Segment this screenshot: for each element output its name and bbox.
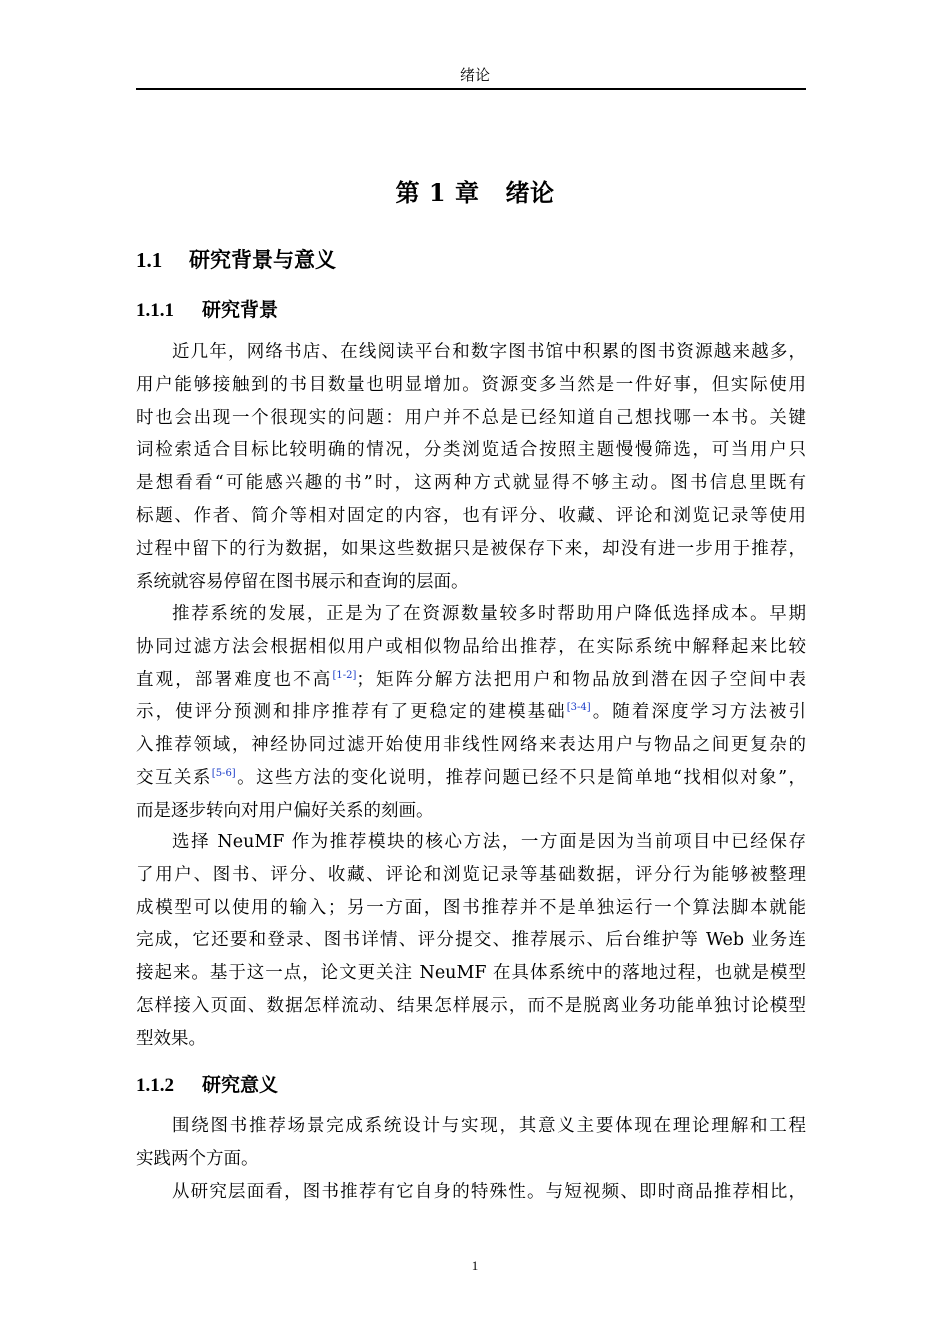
line-text: 。这些方法的变化说明，推荐问题已经不只是简单地“找相似对象”， bbox=[235, 767, 806, 788]
paragraph-line: 完成，它还要和登录、图书详情、评分提交、推荐展示、后台维护等 Web 业务连 bbox=[136, 930, 806, 951]
section-number: 1.1 bbox=[136, 248, 163, 272]
chapter-title bbox=[0, 176, 950, 210]
paragraph-line: 标题、作者、简介等相对固定的内容，也有评分、收藏、评论和浏览记录等使用 bbox=[136, 505, 806, 526]
paragraph-line: 了用户、图书、评分、收藏、评论和浏览记录等基础数据，评分行为能够被整理 bbox=[136, 864, 806, 885]
header-rule bbox=[136, 88, 806, 90]
subsection-number: 1.1.1 bbox=[136, 300, 174, 321]
subsection-heading-1-1-2 bbox=[136, 1071, 278, 1100]
paragraph-line: 而是逐步转向对用户偏好关系的刻画。 bbox=[136, 800, 434, 821]
line-text: 交互关系 bbox=[136, 767, 212, 788]
paragraph-1 bbox=[136, 336, 806, 598]
paragraph-line: 入推荐领域，神经协同过滤开始使用非线性网络来表达用户与物品之间更复杂的 bbox=[136, 735, 806, 756]
citation-link[interactable]: [5-6] bbox=[211, 767, 236, 779]
paragraph-line: 围绕图书推荐场景完成系统设计与实现，其意义主要体现在理论理解和工程 bbox=[172, 1116, 806, 1136]
paragraph-line: 是想看看“可能感兴趣的书”时，这两种方式就显得不够主动。图书信息里既有 bbox=[136, 473, 806, 494]
paragraph-line: 型效果。 bbox=[136, 1028, 206, 1049]
paragraph-line: 怎样接入页面、数据怎样流动、结果怎样展示，而不是脱离业务功能单独讨论模型 bbox=[136, 995, 806, 1016]
paragraph-line: 实践两个方面。 bbox=[136, 1148, 259, 1169]
paragraph-line bbox=[136, 664, 806, 697]
chapter-name: 绪论 bbox=[505, 178, 555, 207]
subsection-title: 研究背景 bbox=[202, 299, 279, 321]
paragraph-line: 时也会出现一个很现实的问题：用户并不总是已经知道自己想找哪一本书。关键 bbox=[136, 407, 806, 428]
subsection-title: 研究意义 bbox=[202, 1074, 279, 1096]
paragraph-2 bbox=[136, 598, 806, 828]
paragraph-5 bbox=[136, 1176, 806, 1209]
section-heading-1-1 bbox=[136, 245, 336, 275]
line-text: 。随着深度学习方法被引 bbox=[590, 702, 807, 723]
paragraph-line: 词检索适合目标比较明确的情况，分类浏览适合按照主题慢慢筛选，可当用户只 bbox=[136, 440, 806, 461]
paragraph-4 bbox=[136, 1110, 806, 1176]
paragraph-line: 选择 NeuMF 作为推荐模块的核心方法，一方面是因为当前项目中已经保存 bbox=[172, 832, 806, 852]
paragraph-3 bbox=[136, 826, 806, 1056]
section-title: 研究背景与意义 bbox=[189, 247, 336, 272]
line-text: 直观，部署难度也不高 bbox=[136, 669, 333, 690]
subsection-heading-1-1-1 bbox=[136, 296, 278, 325]
line-text: 示，使评分预测和排序推荐有了更稳定的建模基础 bbox=[136, 702, 567, 723]
line-text: ；矩阵分解方法把用户和物品放到潜在因子空间中表 bbox=[356, 669, 807, 690]
running-header: 绪论 bbox=[459, 66, 490, 84]
paragraph-line: 近几年，网络书店、在线阅读平台和数字图书馆中积累的图书资源越来越多， bbox=[172, 342, 806, 362]
paragraph-line: 过程中留下的行为数据，如果这些数据只是被保存下来，却没有进一步用于推荐， bbox=[136, 538, 806, 559]
page-number: 1 bbox=[471, 1258, 479, 1273]
paragraph-line: 协同过滤方法会根据相似用户或相似物品给出推荐，在实际系统中解释起来比较 bbox=[136, 636, 806, 657]
paragraph-line: 用户能够接触到的书目数量也明显增加。资源变多当然是一件好事，但实际使用 bbox=[136, 374, 806, 395]
paragraph-line: 接起来。基于这一点，论文更关注 NeuMF 在具体系统中的落地过程，也就是模型 bbox=[136, 963, 806, 984]
paragraph-line: 成模型可以使用的输入；另一方面，图书推荐并不是单独运行一个算法脚本就能 bbox=[136, 897, 806, 918]
paragraph-line: 系统就容易停留在图书展示和查询的层面。 bbox=[136, 571, 469, 592]
citation-link[interactable]: [1-2] bbox=[332, 669, 357, 681]
citation-link[interactable]: [3-4] bbox=[566, 702, 591, 714]
paragraph-line: 推荐系统的发展，正是为了在资源数量较多时帮助用户降低选择成本。早期 bbox=[172, 604, 806, 624]
subsection-number: 1.1.2 bbox=[136, 1075, 174, 1096]
chapter-number: 第 1 章 bbox=[395, 178, 480, 207]
paragraph-line: 从研究层面看，图书推荐有它自身的特殊性。与短视频、即时商品推荐相比， bbox=[172, 1182, 806, 1202]
paragraph-line bbox=[136, 696, 806, 729]
paragraph-line bbox=[136, 762, 806, 795]
